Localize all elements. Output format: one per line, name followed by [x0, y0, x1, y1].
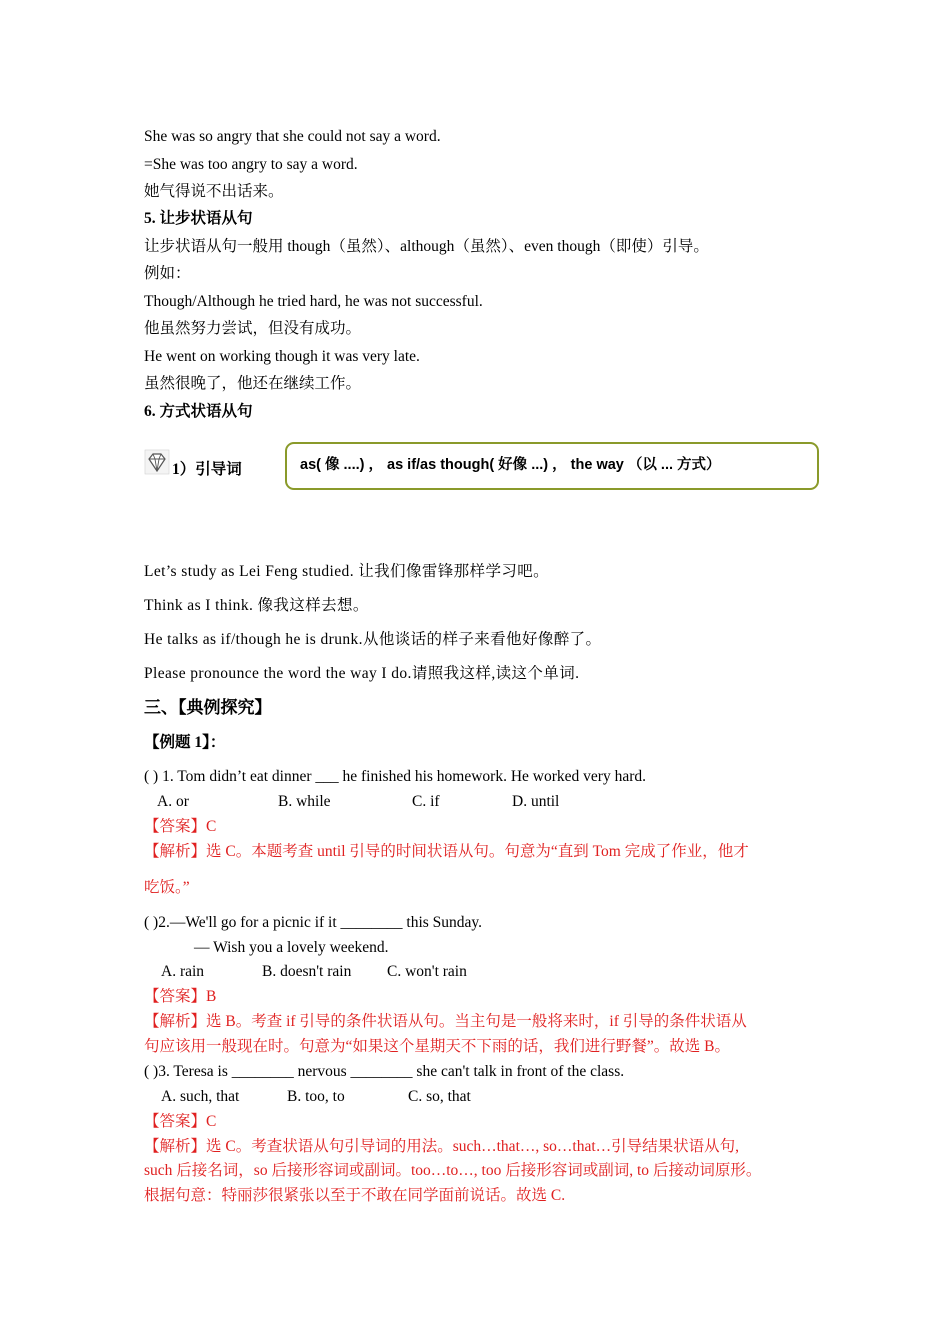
analysis: 【解析】选 C。考查状语从句引导词的用法。such…that…, so…that…引导结果状语从句, — [144, 1138, 740, 1155]
option: B. doesn't rain — [262, 963, 352, 980]
question-reply: — Wish you a lovely weekend. — [194, 939, 389, 956]
text-line: He talks as if/though he is drunk.从他谈话的样子来看他好像醉了。 — [144, 631, 602, 648]
option: C. won't rain — [387, 963, 467, 980]
text-line: He went on working though it was very late. — [144, 348, 420, 365]
text-line: Think as I think. 像我这样去想。 — [144, 597, 369, 614]
text-line: 让步状语从句一般用 though（虽然）、although（虽然）、even though（即使）引导。 — [144, 238, 709, 255]
analysis: such 后接名词，so 后接形容词或副词。too…to…, too 后接形容词或副词, to 后接动词原形。 — [144, 1162, 762, 1179]
example-title: 【例题 1】： — [144, 734, 226, 751]
question-stem: ( ) 1. Tom didn’t eat dinner ___ he finished his homework. He worked very hard. — [144, 768, 646, 785]
analysis: 【解析】选 B。考查 if 引导的条件状语从句。当主句是一般将来时，if 引导的条件状语从 — [144, 1013, 747, 1030]
option: B. while — [278, 793, 331, 810]
lead-words-text: as( 像 ....) ， as if/as though( 好像 ...) ， the way （以 ... 方式） — [300, 457, 721, 473]
question-stem: ( )3. Teresa is ________ nervous ________ she can't talk in front of the class. — [144, 1063, 625, 1080]
option: A. rain — [161, 963, 205, 980]
answer: 【答案】C — [144, 1113, 217, 1130]
text-line: Though/Although he tried hard, he was not successful. — [144, 293, 483, 310]
option: C. if — [412, 793, 440, 810]
option: A. such, that — [161, 1088, 240, 1105]
option: A. or — [157, 793, 189, 810]
text-line: Let’s study as Lei Feng studied. 让我们像雷锋那样学习吧。 — [144, 563, 550, 580]
option: C. so, that — [408, 1088, 471, 1105]
answer: 【答案】C — [144, 818, 217, 835]
text-line: 例如： — [144, 265, 191, 282]
section-heading: 6. 方式状语从句 — [144, 403, 253, 420]
text-line: She was so angry that she could not say a word. — [144, 128, 441, 145]
analysis: 根据句意：特丽莎很紧张以至于不敢在同学面前说话。故选 C. — [144, 1187, 566, 1204]
diamond-icon — [144, 449, 170, 475]
analysis: 【解析】选 C。本题考查 until 引导的时间状语从句。句意为“直到 Tom 完成了作业，他才 — [144, 843, 749, 860]
option: B. too, to — [287, 1088, 345, 1105]
option: D. until — [512, 793, 560, 810]
analysis: 句应该用一般现在时。句意为“如果这个星期天不下雨的话，我们进行野餐”。故选 B。 — [144, 1038, 730, 1055]
lead-words-label: 1）引导词 — [172, 461, 242, 478]
section-heading: 三、【典例探究】 — [144, 698, 272, 717]
text-line: 他虽然努力尝试，但没有成功。 — [144, 320, 362, 337]
text-line: Please pronounce the word the way I do.请照我这样,读这个单词. — [144, 665, 580, 682]
text-line: 虽然很晚了，他还在继续工作。 — [144, 375, 362, 392]
analysis: 吃饭。” — [144, 879, 190, 896]
text-line: =She was too angry to say a word. — [144, 156, 358, 173]
text-line: 她气得说不出话来。 — [144, 183, 284, 200]
question-stem: ( )2.—We'll go for a picnic if it ________ this Sunday. — [144, 914, 483, 931]
answer: 【答案】B — [144, 988, 217, 1005]
section-heading: 5. 让步状语从句 — [144, 210, 253, 227]
